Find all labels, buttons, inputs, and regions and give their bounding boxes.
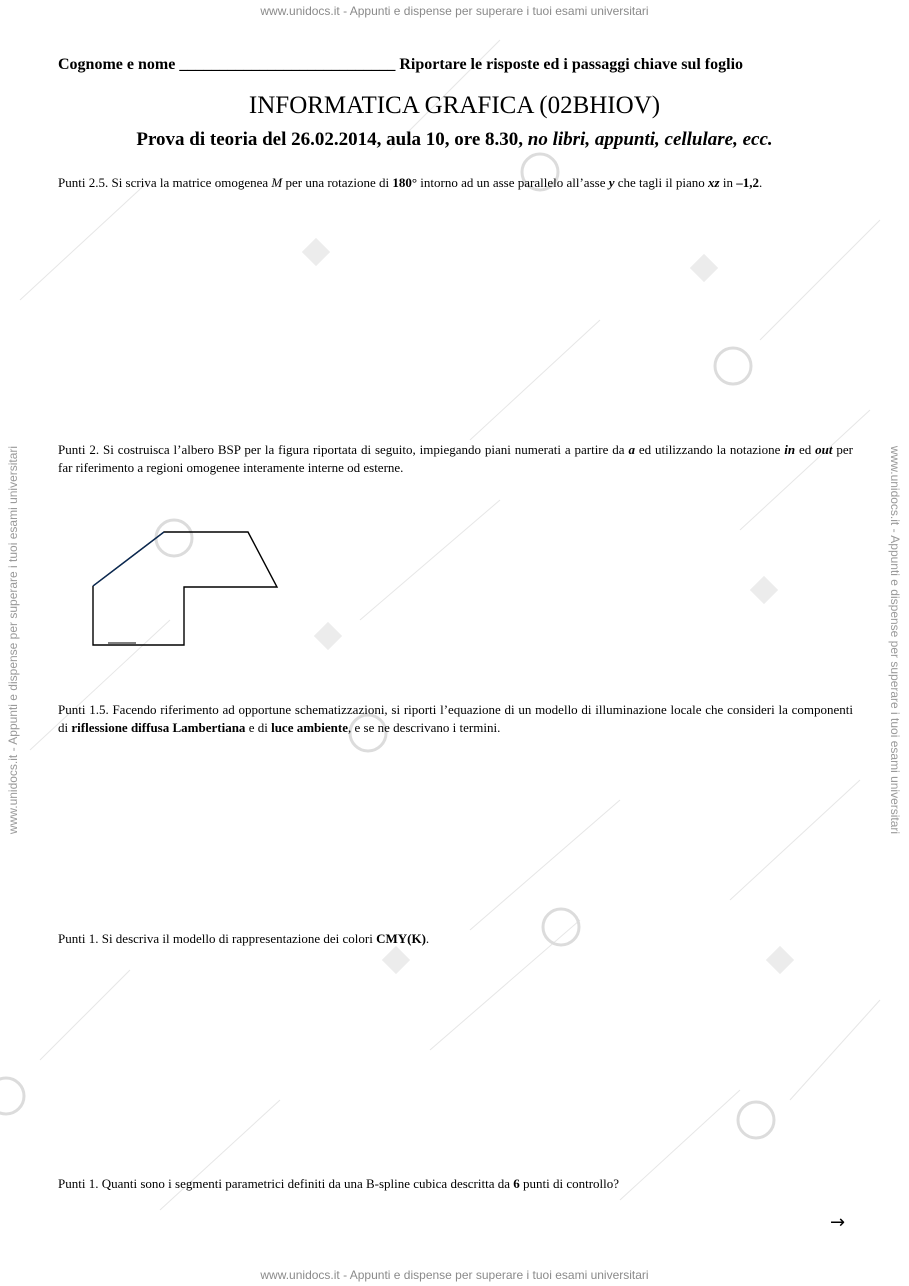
next-page-arrow: → bbox=[830, 1212, 846, 1233]
question-5 bbox=[58, 1175, 853, 1193]
bsp-polygon-edge bbox=[93, 532, 164, 586]
question-text-segment: M bbox=[271, 175, 283, 190]
question-text-segment: Si descriva il modello di rappresentazione dei colori bbox=[98, 931, 377, 946]
question-points: Punti 2.5. bbox=[58, 175, 109, 190]
question-text-segment: 6 bbox=[513, 1176, 520, 1191]
question-text-segment: . bbox=[425, 931, 430, 946]
question-text-segment: per far riferimento a regioni omogenee interamente interne od esterne. bbox=[58, 442, 853, 475]
question-text-segment: CMY(K) bbox=[376, 931, 426, 946]
question-points: Punti 1. bbox=[58, 931, 99, 946]
question-points: Punti 1. bbox=[58, 1176, 99, 1191]
watermark-bottom: www.unidocs.it - Appunti e dispense per superare i tuoi esami universitari bbox=[260, 1268, 649, 1282]
question-text-segment: luce ambiente bbox=[271, 720, 348, 735]
question-text-segment: Quanti sono i segmenti parametrici definiti da una B-spline cubica descritta da bbox=[98, 1176, 514, 1191]
question-3 bbox=[58, 701, 853, 737]
question-text-segment: . bbox=[758, 175, 763, 190]
question-text-segment: y bbox=[608, 175, 615, 190]
question-text-segment: in bbox=[784, 442, 796, 457]
question-text-segment: che tagli il piano bbox=[614, 175, 709, 190]
question-points: Punti 1.5. bbox=[58, 702, 109, 717]
exam-subtitle: Prova di teoria del 26.02.2014, aula 10, ore 8.30, no libri, appunti, cellulare, ecc. bbox=[136, 129, 773, 150]
question-text-segment: xz bbox=[708, 175, 720, 190]
question-text-segment: Si scriva la matrice omogenea bbox=[108, 175, 272, 190]
question-text-segment: punti di controllo? bbox=[519, 1176, 620, 1191]
student-name-line: Cognome e nome ___________________________ Riportare le risposte ed i passaggi chiave sul foglio bbox=[58, 56, 744, 73]
question-text-segment: e di bbox=[245, 720, 272, 735]
question-text-segment: ed bbox=[795, 442, 816, 457]
question-text-segment: –1,2 bbox=[736, 175, 759, 190]
question-text-segment: in bbox=[719, 175, 737, 190]
question-2 bbox=[58, 441, 853, 477]
bsp-polygon-figure bbox=[88, 526, 288, 652]
question-text-segment: Si costruisca l’albero BSP per la figura riportata di seguito, impiegando piani numerati a partire da bbox=[99, 442, 629, 457]
question-points: Punti 2. bbox=[58, 442, 100, 457]
question-text-segment: a bbox=[628, 442, 635, 457]
question-text-segment: , e se ne descrivano i termini. bbox=[347, 720, 501, 735]
bsp-polygon bbox=[93, 532, 277, 645]
watermark-top: www.unidocs.it - Appunti e dispense per superare i tuoi esami universitari bbox=[260, 4, 649, 18]
question-text-segment: out bbox=[815, 442, 833, 457]
question-text-segment: intorno ad un asse parallelo all’asse bbox=[417, 175, 609, 190]
question-4 bbox=[58, 930, 853, 948]
question-text-segment: Facendo riferimento ad opportune schematizzazioni, si riporti l’equazione di un modello di illuminazione locale che consideri la componenti di bbox=[58, 702, 853, 735]
question-text-segment: per una rotazione di bbox=[282, 175, 393, 190]
question-text-segment: riflessione diffusa Lambertiana bbox=[71, 720, 246, 735]
page-title: INFORMATICA GRAFICA (02BHIOV) bbox=[248, 92, 661, 119]
question-text-segment: 180° bbox=[392, 175, 418, 190]
question-text-segment: ed utilizzando la notazione bbox=[634, 442, 785, 457]
question-1 bbox=[58, 174, 853, 192]
